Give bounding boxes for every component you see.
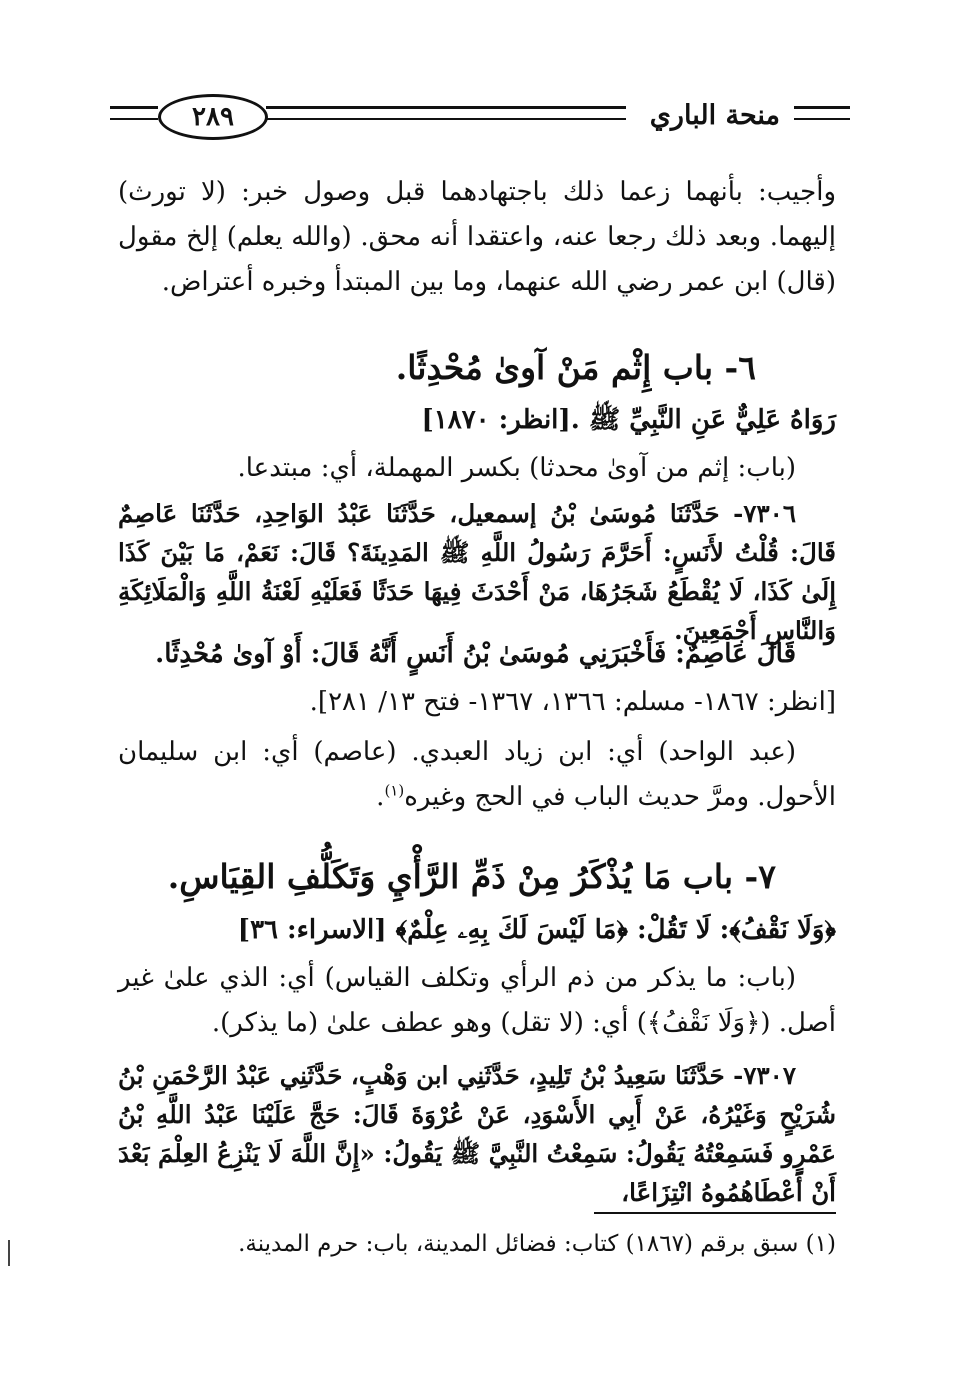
section7-comment: (باب: ما يذكر من ذم الرأي وتكلف القياس) أي: الذي علىٰ غير أصل. (﴿وَلَا نَقْفُ﴾) أي: (لا تقل) وهو عطف علىٰ (ما يذكر). [118,963,836,1038]
footnote-separator [594,1212,836,1214]
hadith-7306-commentary: (عبد الواحد) أي: ابن زياد العبدي. (عاصم) أي: ابن سليمان الأحول. ومرَّ حديث الباب في الحج وغيره$^{(١)}$. [118,737,836,812]
hadith-7306-asim: قَالَ عَاصِمٌ: فَأَخْبَرَنِي مُوسَىٰ بْنُ أَنَسٍ أَنَّهُ قَالَ: أَوْ آوىٰ مُحْدِثًا. [155,639,796,669]
hadith-7306-reference: [انظر: ١٨٦٧- مسلم: ١٣٦٦، ١٣٦٧- فتح ١٣/ ٢٨١]. [309,687,836,717]
header-rule-mid-top [266,106,626,109]
header-rule-left-top [110,106,158,109]
header-rule-mid-bottom [266,118,626,120]
gutter-mark [8,1240,10,1266]
book-title: منحة الباري [649,100,780,131]
header-rule-left-bottom [110,118,158,120]
section6-comment: (باب: إثم من آوىٰ محدثا) بكسر المهملة، أي: مبتدعا. [237,453,796,483]
page-header [110,88,850,138]
footnote: (١) سبق برقم (١٨٦٧) كتاب: فضائل المدينة، باب: حرم المدينة. [238,1231,836,1257]
hadith-7306: ٧٣٠٦- حَدَّثَنَا مُوسَىٰ بْنُ إسمعيل، حَدَّثَنَا عَبْدُ الوَاحِدِ، حَدَّثَنَا عَاصِمٌ قَالَ: قُلْتُ لأَنَسٍ: أَحَرَّمَ رَسُولُ اللَّهِ ﷺ المَدِينَةَ؟ قَالَ: نَعَمْ، مَا بَيْنَ كَذَا إِلَىٰ كَذَا، لَا يُقْطَعُ شَجَرُهَا، مَنْ أَحْدَثَ فِيهَا حَدَثًا فَعَلَيْهِ لَعْنَةُ اللَّهِ وَالْمَلَائِكَةِ وَالنَّاسِ أَجْمَعِينَ. [118,499,836,645]
section6-heading: ٦- باب إِثْم مَنْ آوىٰ مُحْدِثًا. [395,348,756,387]
section7-heading: ٧- باب مَا يُذْكَرُ مِنْ ذَمِّ الرَّأْيِ وَتَكَلُّفِ القِيَاسِ. [167,857,776,896]
hadith-7307: ٧٣٠٧- حَدَّثَنَا سَعِيدُ بْنُ تَلِيدٍ، حَدَّثَنِي ابن وَهْبٍ، حَدَّثَنِي عَبْدُ الرَّحْمَنِ بْنُ شُرَيْحٍ وَغَيْرُهُ، عَنْ أَبِي الأَسْوَدِ، عَنْ عُرْوَةَ قَالَ: حَجَّ عَلَيْنَا عَبْدُ اللَّهِ بْنُ عَمْرٍو فَسَمِعْتُهُ يَقُولُ: سَمِعْتُ النَّبِيَّ ﷺ يَقُولُ: «إِنَّ اللَّهَ لَا يَنْزِعُ العِلْمَ بَعْدَ أَنْ أَعْطَاهُمُوهُ انْتِزَاعًا، [118,1061,836,1207]
header-rule-right-bottom [794,118,850,120]
page-number: ٢٨٩ [158,94,268,140]
section7-verse: ﴿وَلَا نَقْفُ﴾: لَا تَقُلْ: ﴿مَا لَيْسَ لَكَ بِهِۦ عِلْمٌ﴾ [الاسراء: ٣٦] [237,915,836,945]
footnote-marker: (١) [384,781,405,800]
header-rule-right-top [794,106,850,109]
section6-narration: رَوَاهُ عَلِيٌّ عَنِ النَّبِيِّ ﷺ .[انظر: ١٨٧٠] [421,405,836,435]
intro-paragraph: وأجيب: بأنهما زعما ذلك باجتهادهما قبل وصول خبر: (لا تورث) إليهما. وبعد ذلك رجعا عنه، واعتقدا أنه محق. (والله يعلم) إلخ مقول (قال) ابن عمر رضي الله عنهما، وما بين المبتدأ وخبره أعتراض. [118,177,836,297]
